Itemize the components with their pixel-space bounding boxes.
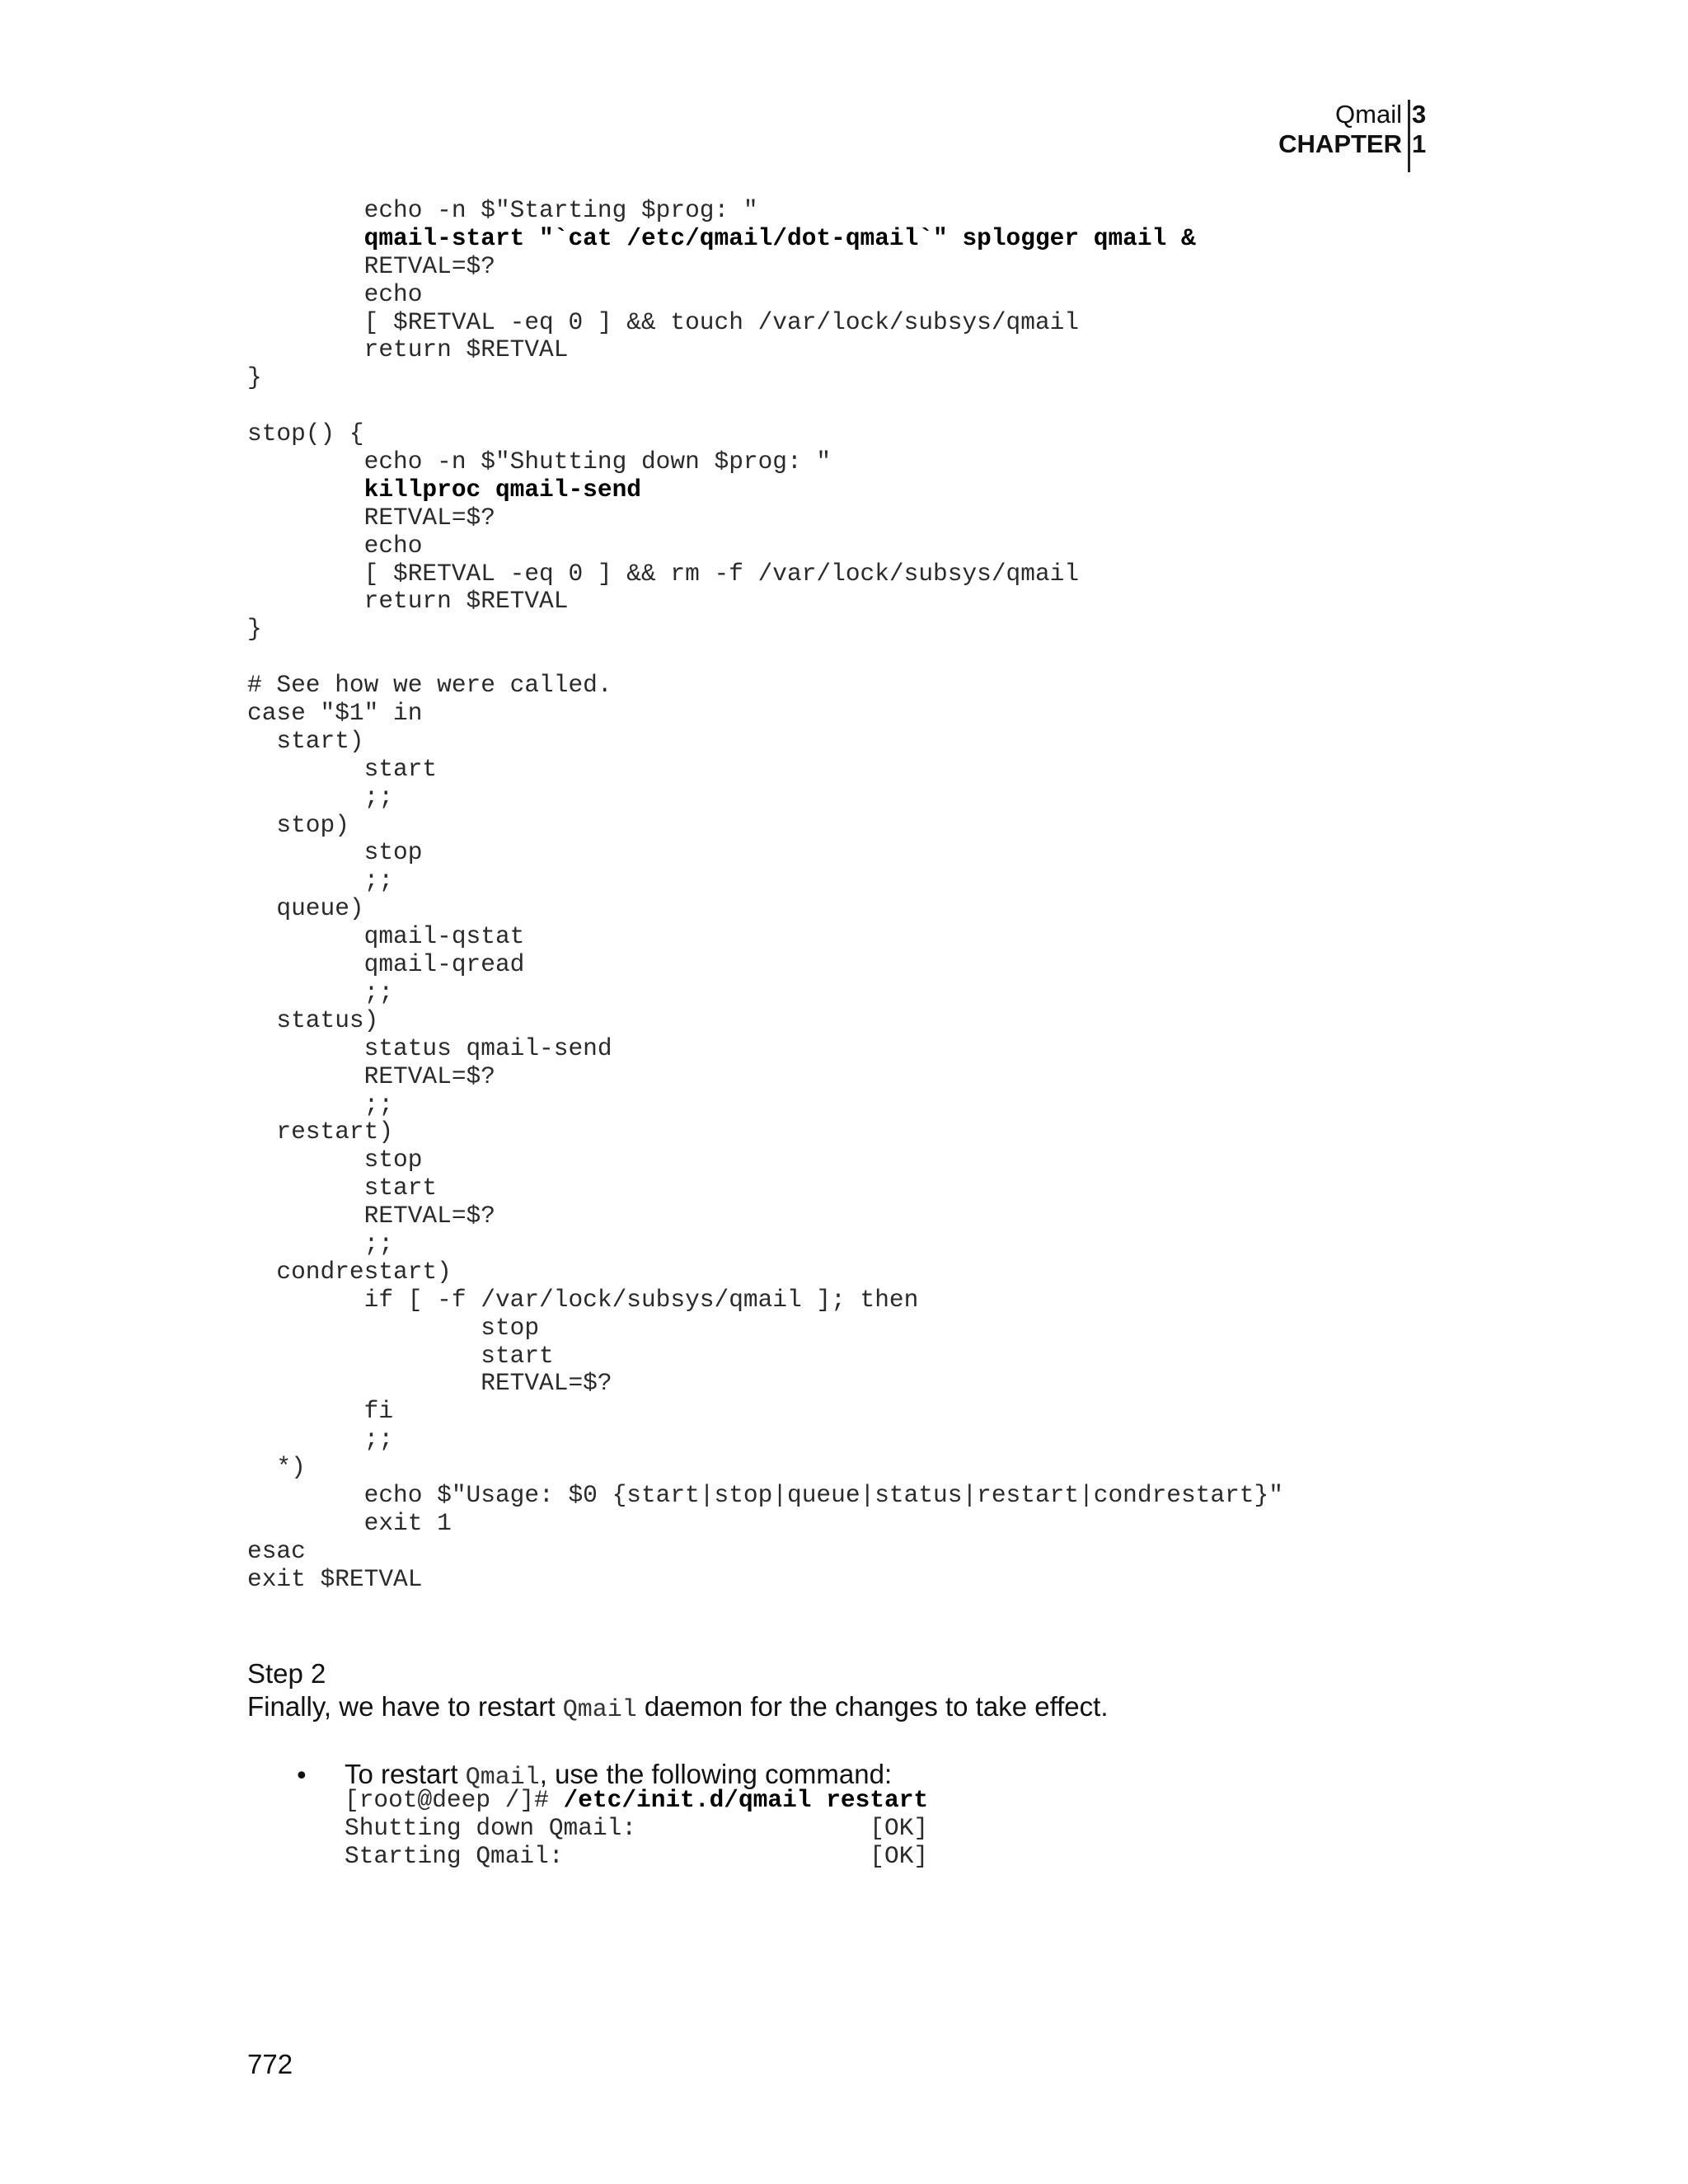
header-chapter-label: CHAPTER xyxy=(1278,129,1402,158)
command-output-line: Shutting down Qmail: [OK] xyxy=(345,1813,929,1842)
code-line: return $RETVAL xyxy=(247,335,569,364)
code-line: start xyxy=(247,1341,554,1370)
code-line: restart) xyxy=(247,1118,394,1146)
code-line: RETVAL=$? xyxy=(247,251,495,280)
header-number-bottom: 1 xyxy=(1412,129,1427,158)
step-text-before: Finally, we have to restart xyxy=(247,1691,563,1722)
step-inline-code: Qmail xyxy=(562,1696,637,1724)
code-line: echo xyxy=(247,531,423,560)
step-paragraph xyxy=(247,1691,1109,1724)
code-line: RETVAL=$? xyxy=(247,1202,495,1230)
code-line: fi xyxy=(247,1397,394,1426)
header-titles xyxy=(1278,100,1402,159)
code-line: ;; xyxy=(247,1090,394,1118)
code-line: return $RETVAL xyxy=(247,587,569,616)
code-line: ;; xyxy=(247,977,394,1006)
header-title: Qmail xyxy=(1335,100,1402,129)
code-line: start xyxy=(247,1174,438,1202)
code-line: ;; xyxy=(247,1425,394,1454)
code-line: ;; xyxy=(247,1229,394,1258)
code-line: killproc qmail-send xyxy=(247,475,641,504)
code-line xyxy=(247,392,1283,420)
bullet-inline-code: Qmail xyxy=(465,1764,540,1792)
code-line: status qmail-send xyxy=(247,1033,612,1062)
code-line: # See how we were called. xyxy=(247,671,612,700)
code-line: [ $RETVAL -eq 0 ] && touch /var/lock/subsys/qmail xyxy=(247,307,1080,336)
code-line: echo -n $"Shutting down $prog: " xyxy=(247,448,832,476)
command-text: /etc/init.d/qmail restart xyxy=(563,1786,929,1814)
code-line: ;; xyxy=(247,782,394,811)
code-line: exit 1 xyxy=(247,1508,452,1537)
code-line: case "$1" in xyxy=(247,699,423,728)
code-line: RETVAL=$? xyxy=(247,1369,612,1398)
code-line: RETVAL=$? xyxy=(247,503,495,532)
code-line: stop() { xyxy=(247,419,364,448)
code-line: qmail-start "`cat /etc/qmail/dot-qmail`" splogger qmail & xyxy=(247,223,1196,252)
code-line: ;; xyxy=(247,866,394,895)
code-line: qmail-qread xyxy=(247,950,525,979)
bullet-icon: • xyxy=(294,1762,309,1791)
command-prompt: [root@deep /]# xyxy=(345,1786,564,1814)
header-chapter-number xyxy=(1412,100,1430,159)
header-divider xyxy=(1408,100,1410,172)
code-line: echo -n $"Starting $prog: " xyxy=(247,196,758,224)
code-line: [ $RETVAL -eq 0 ] && rm -f /var/lock/subsys/qmail xyxy=(247,559,1080,588)
code-line: echo $"Usage: $0 {start|stop|queue|status|restart|condrestart}" xyxy=(247,1480,1283,1509)
code-line: stop xyxy=(247,838,423,867)
bullet-text-before: To restart xyxy=(345,1759,466,1789)
page-header xyxy=(1100,96,1430,175)
code-line: condrestart) xyxy=(247,1257,452,1286)
code-line: qmail-qstat xyxy=(247,922,525,951)
command-output-line: Starting Qmail: [OK] xyxy=(345,1841,929,1870)
code-line: status) xyxy=(247,1005,379,1034)
code-line: RETVAL=$? xyxy=(247,1062,495,1090)
step-title: Step 2 xyxy=(247,1658,326,1689)
code-line: } xyxy=(247,363,262,392)
code-line xyxy=(247,644,1283,672)
code-line: esac xyxy=(247,1536,306,1565)
code-line: } xyxy=(247,615,262,644)
header-number-top: 3 xyxy=(1412,100,1427,129)
code-line: stop xyxy=(247,1146,423,1174)
code-line: stop xyxy=(247,1313,540,1342)
step-text-after: daemon for the changes to take effect. xyxy=(636,1691,1109,1722)
command-line xyxy=(345,1787,928,1815)
code-line: *) xyxy=(247,1453,306,1482)
code-line: if [ -f /var/lock/subsys/qmail ]; then xyxy=(247,1285,919,1314)
code-line: queue) xyxy=(247,894,364,923)
code-line: start) xyxy=(247,726,364,755)
code-line: echo xyxy=(247,279,423,308)
command-block xyxy=(345,1787,928,1871)
code-line: start xyxy=(247,754,438,783)
page-number: 772 xyxy=(247,2049,293,2079)
code-line: stop) xyxy=(247,810,349,839)
code-line: exit $RETVAL xyxy=(247,1564,423,1593)
code-listing xyxy=(247,197,1283,1594)
bullet-text-after: , use the following command: xyxy=(539,1759,893,1789)
